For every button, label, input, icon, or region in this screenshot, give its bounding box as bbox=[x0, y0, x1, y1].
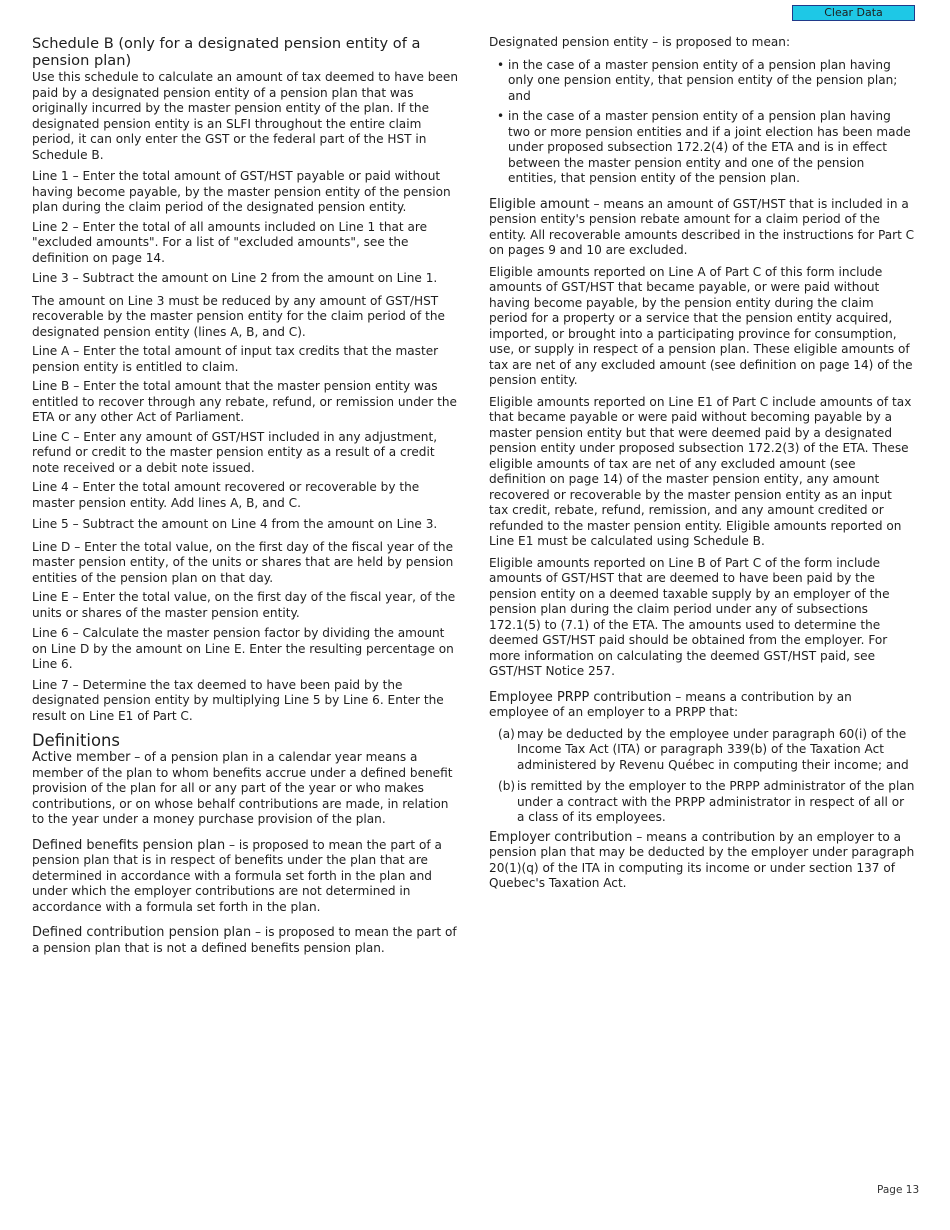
page-number: Page 13 bbox=[877, 1184, 920, 1196]
list-item-text: in the case of a master pension entity of a pension plan having only one pension entity, that pension entity of the pension plan; and bbox=[508, 57, 898, 103]
line-2-instruction: Line 2 – Enter the total of all amounts included on Line 1 that are "excluded amounts". For a list of "excluded amounts", see the definition on page 14. bbox=[32, 219, 428, 265]
definition-employee-prpp-text: – means a contribution by an employee of an employer to a PRPP that: bbox=[489, 689, 852, 719]
left-column bbox=[32, 35, 460, 956]
line-d-instruction: Line D – Enter the total value, on the first day of the fiscal year of the master pension entity, of the units or shares that are held by pension entities of the pension plan on that day. bbox=[32, 539, 454, 585]
list-item-text: is remitted by the employer to the PRPP administrator of the plan under a contract with the PRPP administrator in respect of all or a class of its employees. bbox=[517, 779, 915, 824]
definition-eligible-amount bbox=[489, 197, 915, 259]
line-b-instruction: Line B – Enter the total amount that the master pension entity was entitled to recover through any rebate, refund, or remission under the ETA or any other Act of Parliament. bbox=[32, 379, 457, 424]
list-item-label: (b) bbox=[498, 779, 516, 793]
line-7-instruction: Line 7 – Determine the tax deemed to have been paid by the designated pension entity by multiplying Line 5 by Line 6. Enter the result on Line E1 of Part C. bbox=[32, 677, 444, 723]
list-item-text: may be deducted by the employee under paragraph 60(i) of the Income Tax Act (ITA) or paragraph 339(b) of the Taxation Act administered by Revenu Québec in computing their income; and bbox=[517, 726, 909, 772]
list-item-label: (a) bbox=[498, 726, 515, 741]
term-defined-benefits: Defined benefits pension plan bbox=[32, 837, 226, 853]
definition-defined-benefits-text: – is proposed to mean the part of a pension plan that is in respect of benefits under the plan that are determined in accordance with a formula set forth in the plan and under which the employer contributions are not determined in accordance with a formula set forth in the plan. bbox=[32, 837, 442, 914]
definition-defined-contribution bbox=[32, 925, 460, 956]
term-active-member: Active member bbox=[32, 750, 131, 765]
definition-eligible-amount-text: – means an amount of GST/HST that is included in a pension entity's pension rebate amount for a claim period of the entity. All recoverable amounts described in the instructions for Part C on pages 9 and 10 are excluded. bbox=[489, 196, 915, 257]
designated-pension-entity-list bbox=[489, 58, 915, 187]
definition-active-member-text: – of a pension plan in a calendar year means a member of the plan to whom benefits accrue under a defined benefit provision of the plan for all or any part of the year or who makes contributions, or on whose behalf contributions are made, in relation to the year under a money purchase provision of the plan. bbox=[32, 750, 453, 826]
list-item-text: in the case of a master pension entity of a pension plan having two or more pension entities and if a joint election has been made under proposed subsection 172.2(4) of the ETA and is in effect between the master pension entity and one of the pension entities, that pension entity of the pension plan. bbox=[508, 109, 911, 185]
definition-employer-contribution bbox=[489, 830, 915, 892]
definition-defined-benefits bbox=[32, 838, 460, 916]
line-3-note: The amount on Line 3 must be reduced by any amount of GST/HST recoverable by the master pension entity for the claim period of the designated pension entity (lines A, B, and C). bbox=[32, 293, 445, 339]
eligible-amounts-line-a: Eligible amounts reported on Line A of Part C of this form include amounts of GST/HST that became payable, or were paid without having become payable, by the pension entity during the claim period for a property or a service that the pension entity acquired, imported, or brought into a participating province for consumption, use, or supply in respect of a pension plan. These eligible amounts of tax are net of any excluded amount (see definition on page 14) of the pension entity. bbox=[489, 264, 913, 387]
list-item bbox=[489, 727, 915, 774]
list-item bbox=[489, 109, 915, 187]
list-item bbox=[489, 58, 915, 105]
line-5-instruction: Line 5 – Subtract the amount on Line 4 from the amount on Line 3. bbox=[32, 517, 438, 531]
definition-defined-contribution-text: – is proposed to mean the part of a pension plan that is not a defined benefits pension plan. bbox=[32, 925, 457, 955]
schedule-b-intro: Use this schedule to calculate an amount of tax deemed to have been paid by a designated pension entity of a pension plan that was originally incurred by the master pension entity of the plan. If the designated pension entity is an SLFI throughout the entire claim period, it can only enter the GST or the federal part of the HST in Schedule B. bbox=[32, 70, 459, 162]
employee-prpp-list bbox=[489, 727, 915, 826]
bullet-icon: • bbox=[497, 57, 505, 72]
bullet-icon: • bbox=[497, 109, 505, 123]
line-3-instruction: Line 3 – Subtract the amount on Line 2 from the amount on Line 1. bbox=[32, 271, 438, 285]
definition-employee-prpp bbox=[489, 690, 915, 721]
line-4-instruction: Line 4 – Enter the total amount recovered or recoverable by the master pension entity. Add lines A, B, and C. bbox=[32, 480, 420, 510]
right-column bbox=[489, 35, 915, 892]
term-employee-prpp: Employee PRPP contribution bbox=[489, 689, 672, 705]
line-1-instruction: Line 1 – Enter the total amount of GST/HST payable or paid without having become payable, by the master pension entity of the pension plan during the claim period of the designated pension entity. bbox=[32, 169, 451, 214]
eligible-amounts-line-b: Eligible amounts reported on Line B of Part C of the form include amounts of GST/HST that are deemed to have been paid by the pension entity on a deemed taxable supply by an employer of the pension plan during the claim period under any of subsections 172.1(5) to (7.1) of the ETA. The amounts used to determine the deemed GST/HST paid should be obtained from the employer. For more information on calculating the deemed GST/HST paid, see GST/HST Notice 257. bbox=[489, 555, 890, 678]
clear-data-button[interactable]: Clear Data bbox=[792, 5, 915, 21]
eligible-amounts-line-e1: Eligible amounts reported on Line E1 of Part C include amounts of tax that became payable or were paid without becoming payable by a master pension entity but that were deemed paid by a designated pension entity under proposed subsection 172.2(3) of the ETA. These eligible amounts of tax are net of any excluded amount (see definition on page 14) of the master pension entity, any amount recovered or recoverable by the master pension entity as an input tax credit, rebate, refund, remission, and any amount credited or refunded to the master pension entity. Eligible amounts reported on Line E1 must be calculated using Schedule B. bbox=[489, 394, 912, 548]
designated-pension-entity-intro: Designated pension entity – is proposed to mean: bbox=[489, 35, 791, 49]
line-c-instruction: Line C – Enter any amount of GST/HST included in any adjustment, refund or credit to the master pension entity as a result of a credit note received or a debit note issued. bbox=[32, 429, 438, 475]
list-item bbox=[489, 779, 915, 826]
schedule-b-title: Schedule B (only for a designated pension entity of a pension plan) bbox=[32, 35, 421, 69]
term-employer-contribution: Employer contribution bbox=[489, 829, 633, 845]
line-6-instruction: Line 6 – Calculate the master pension factor by dividing the amount on Line D by the amount on Line E. Enter the resulting percentage on Line 6. bbox=[32, 626, 454, 671]
definitions-title: Definitions bbox=[32, 731, 120, 750]
line-e-instruction: Line E – Enter the total value, on the first day of the fiscal year, of the units or shares of the master pension entity. bbox=[32, 590, 456, 620]
definition-employer-contribution-text: – means a contribution by an employer to a pension plan that may be deducted by the employer under paragraph 20(1)(q) of the ITA in computing its income or under section 137 of Quebec's Taxation Act. bbox=[489, 829, 915, 890]
term-defined-contribution: Defined contribution pension plan bbox=[32, 925, 252, 940]
line-a-instruction: Line A – Enter the total amount of input tax credits that the master pension entity is entitled to claim. bbox=[32, 344, 439, 374]
term-eligible-amount: Eligible amount bbox=[489, 196, 590, 212]
definition-active-member bbox=[32, 750, 460, 828]
